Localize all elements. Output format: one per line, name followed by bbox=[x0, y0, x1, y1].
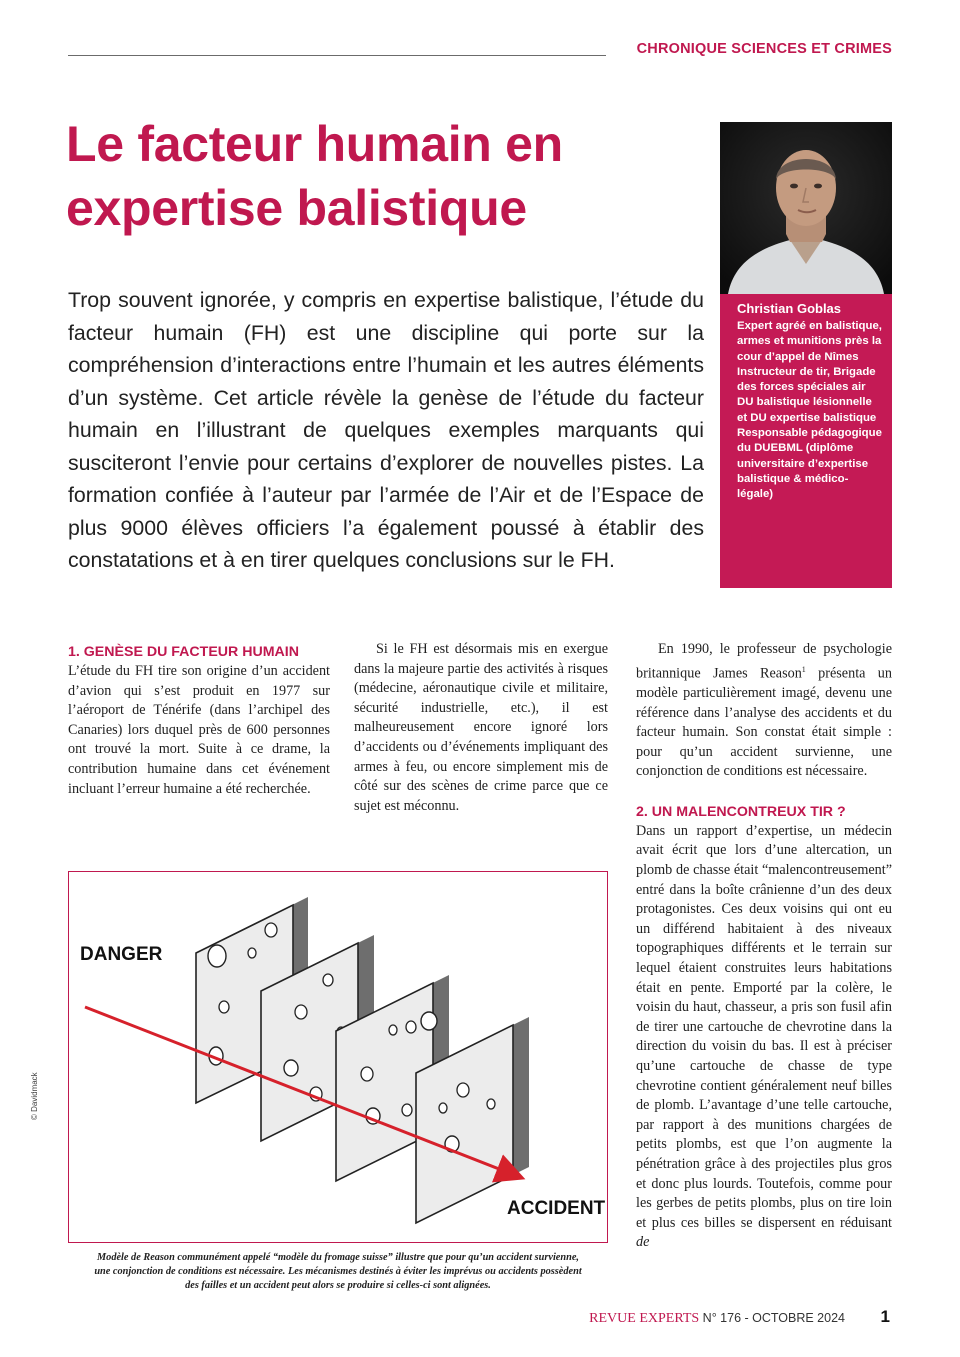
column-1 bbox=[68, 642, 330, 799]
column-3 bbox=[636, 640, 892, 1253]
section-heading-tir: 2. UN MALENCONTREUX TIR ? bbox=[636, 803, 846, 820]
paragraph-text: Dans un rapport d’expertise, un médecin avait écrit que lors d’une altercation, un plomb de chasse était “malencontreusement” entré dans la boîte crânienne d’un des deux protagonistes. Ces deux voisins qui ont eu un différend habitaient à des niveaux topographiques différents et le terrain sur lequel étaient construites leurs habitations était en pente. Emporté par la colère, le voisin du haut, chasseur, a pris son fusil afin de tirer une cartouche de chevrotine dans la direction du voisin du bas. Il est à préciser qu’une cartouche de chasse de type chevrotine contient généralement neuf billes de plomb. L’avantage d’une telle cartouche, par rapport à des munitions chargées de petits plombs, est que l’on augmente la pénétration grâce à des projectiles plus gros et donc plus lourds. Toutefois, comme pour les gerbes de petits plombs, plus on tire loin et plus ces billes se dispersent en réduisant bbox=[636, 822, 892, 1231]
paragraph-text: En 1990, le professeur de psychologie britannique James Reason bbox=[636, 641, 892, 682]
section-tag: CHRONIQUE SCIENCES ET CRIMES bbox=[636, 41, 892, 57]
paragraph-reason bbox=[636, 640, 892, 782]
accident-label: ACCIDENT bbox=[507, 1198, 606, 1219]
section-heading-genese: 1. GENÈSE DU FACTEUR HUMAIN bbox=[68, 644, 299, 660]
footer-issue-number: N° 176 - OCTOBRE 2024 bbox=[699, 1311, 845, 1325]
article-lead: Trop souvent ignorée, y compris en expertise balistique, l’étude du facteur humain (FH) est une discipline qui porte sur la compréhension d’interactions entre l’humain et les autres éléments d’un système. Cet article révèle la genèse de l’étude du facteur humain en l’illustrant de quelques exemples marquants qui susciteront l’envie pour certains d’explorer de nouvelles pistes. La formation confiée à l’auteur par l’armée de l’Air et de l’Espace de plus 9000 élèves officiers l’a également poussé à établir des constatations et à en tirer quelques conclusions sur le FH. bbox=[68, 288, 704, 572]
footer-revue: REVUE bbox=[589, 1311, 636, 1326]
footer-issue bbox=[589, 1311, 845, 1327]
paragraph-text-italic: de bbox=[636, 1234, 650, 1251]
author-name: Christian Goblas bbox=[737, 301, 842, 316]
footer-experts: EXPERTS bbox=[635, 1311, 700, 1326]
figure-caption: Modèle de Reason communément appelé “modèle du fromage suisse” illustre que pour qu’un accident survienne, une conjonction de conditions est nécessaire. Les mécanismes destinés à éviter les imprévus ou accidents possèdent des failles et un accident peut alors se produire si celles-ci sont alignées. bbox=[94, 1252, 582, 1291]
danger-label: DANGER bbox=[80, 944, 163, 965]
author-bio: Expert agréé en balistique, armes et munitions près la cour d’appel de Nîmes Instructeur de tir, Brigade des forces spéciales air DU balistique lésionnelle et DU expertise balistique Responsable pédagogique du DUEBML (diplôme universitaire d’expertise balistique & médico-légale) bbox=[737, 320, 882, 501]
paragraph: L’étude du FH tire son origine d’un accident d’avion qui s’est produit en 1977 sur l’aéroport de Ténérife (dans l’archipel des Canaries) lors duquel près de 600 personnes ont trouvé la mort. Suite à ce drame, la contribution humaine dans cet événement incluant l’erreur humaine a été recherchée. bbox=[68, 663, 330, 797]
author-card bbox=[720, 294, 892, 588]
paragraph-tir bbox=[636, 822, 892, 1253]
column-2 bbox=[354, 640, 608, 816]
article-title: Le facteur humain en expertise balistique bbox=[66, 116, 563, 236]
swiss-cheese-figure bbox=[68, 871, 608, 1243]
page-number: 1 bbox=[880, 1307, 890, 1326]
header-rule bbox=[68, 55, 606, 56]
paragraph-text: présenta un modèle particulièrement imagé, devenu une référence dans l’analyse des accidents et du facteur humain. Son constat était simple : pour qu’un accident survienne, une conjonction de conditions est nécessaire. bbox=[636, 665, 892, 780]
author-photo bbox=[720, 122, 892, 294]
footnote-ref[interactable]: 1 bbox=[801, 664, 806, 674]
figure-credit: © Davidmack bbox=[30, 1072, 39, 1120]
paragraph: Si le FH est désormais mis en exergue dans la majeure partie des activités à risques (médecine, aéronautique civile et militaire, sécurité industrielle, etc.), il est malheureusement encore ignoré lors d’accidents ou d’événements impliquant des armes à feu, ou encore simplement mis de côté sur des scènes de crime parce que ce sujet est méconnu. bbox=[354, 641, 608, 814]
